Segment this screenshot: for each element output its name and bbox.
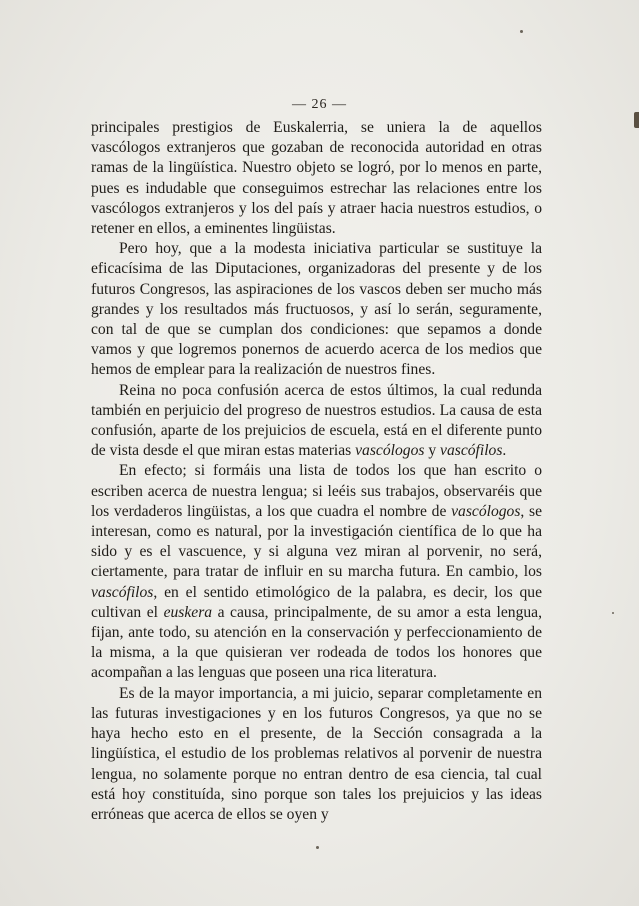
text-run: principales prestigios de Euskalerria, se uniera la de aquellos vascólogos extranjeros que gozaban de reconocida autoridad en otras ramas de la lingüística. Nuestro objeto se logró, por lo menos en parte, pues es indudable que conseguimos estrechar las relaciones entre los vascólogos extranjeros y los del país y atraer hacia nuestros estudios, o retener en ellos, a eminentes lingüistas. [91,119,542,238]
italic-term: euskera [163,603,213,621]
text-run: a causa, principalmente, de su amor a esta lengua, fijan, ante todo, su atención en la conservación y perfeccionamiento de la misma, a la que quisieran ver rodeada de todos los honores que acompañan a las lenguas que poseen una rica literatura. [91,603,542,682]
text-run: Reina no poca confusión acerca de estos últimos, la cual redunda también en perjuicio del progreso de nuestros estudios. La causa de esta confusión, aparte de los prejuicios de escuela, está en el diferente punto de vista desde el que miran estas materias [91,381,542,460]
italic-term: vascólogos [355,442,425,460]
paragraph-2 [91,239,542,380]
paragraph-3 [91,381,542,462]
italic-term: vascólogos [451,502,521,520]
page-number: — 26 — [292,97,347,112]
paragraph-5 [91,684,542,825]
text-run: , se interesan, como es natural, por la investigación científica de lo que ha sido y es el vascuence, y si alguna vez miran al porvenir, no será, ciertamente, para tratar de influir en su marcha futura. En cambio, los [91,502,542,581]
paragraph-4 [91,461,542,683]
page-edge-mark [634,112,639,128]
paper-speck [612,612,614,614]
text-run: Es de la mayor importancia, a mi juicio, separar completamente en las futuras investigaciones y en los futuros Congresos, ya que no se haya hecho esto en el presente, de la Sección consagrada a la lingüística, el estudio de los problemas relativos al porvenir de nuestra lengua, no solamente porque no entran dentro de esa ciencia, tal cual está hoy constituída, sino porque son tales los prejuicios y las ideas erróneas que acerca de ellos se oyen y [91,684,542,823]
body-text [91,118,542,825]
paper-speck [520,30,523,33]
text-run: . [502,442,507,460]
text-run: En efecto; si formáis una lista de todos los que han escrito o escriben acerca de nuestra lengua; si leéis sus trabajos, observaréis que los verdaderos lingüistas, a los que cuadra el nombre de [91,462,542,520]
text-run: y [424,442,441,460]
paper-speck [316,846,319,849]
italic-term: vascófilos [91,583,154,601]
text-run: , en el sentido etimológico de la palabra, es decir, los que cultivan el [91,583,542,621]
italic-term: vascófilos [440,442,503,460]
paragraph-1 [91,118,542,239]
text-run: Pero hoy, que a la modesta iniciativa particular se sustituye la eficacísima de las Diputaciones, organizadoras del presente y de los futuros Congresos, las aspiraciones de los vascos deben ser mucho más grandes y los resultados más fructuosos, y así lo serán, seguramente, con tal de que se cumplan dos condiciones: que sepamos a donde vamos y que logremos ponernos de acuerdo acerca de los medios que hemos de emplear para la realización de nuestros fines. [91,240,542,379]
